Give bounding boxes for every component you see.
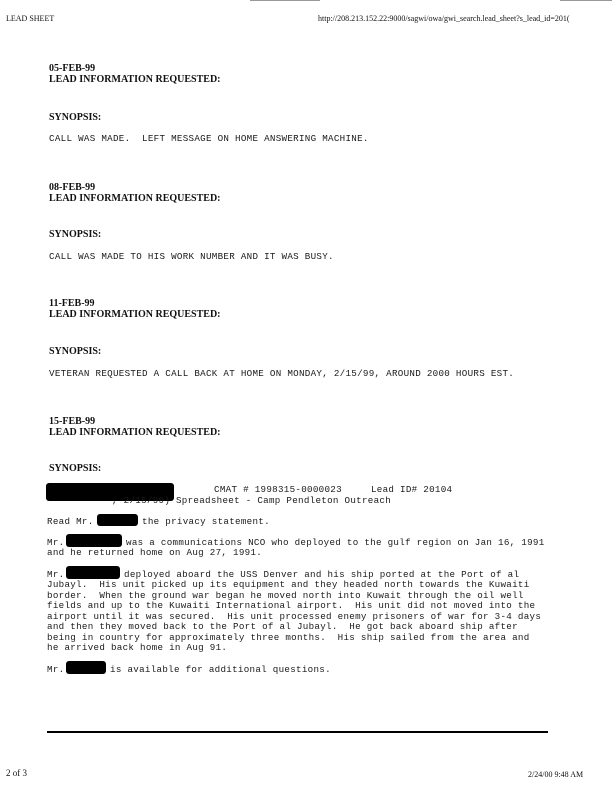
memo-text: and then they moved back to the Port of al Jubayl. He got back aboard ship after	[47, 621, 518, 632]
entry-date: 05-FEB-99	[49, 63, 96, 74]
redaction-bar	[66, 661, 106, 674]
memo-text: Mr.	[47, 569, 65, 580]
synopsis-text: CALL WAS MADE. LEFT MESSAGE ON HOME ANSWERING MACHINE.	[49, 133, 369, 144]
memo-text: is available for additional questions.	[110, 664, 331, 675]
section-divider	[47, 731, 548, 733]
memo-text: deployed aboard the USS Denver and his ship ported at the Port of al	[124, 569, 520, 580]
lead-info-label: LEAD INFORMATION REQUESTED:	[49, 193, 221, 204]
memo-text: Mr.	[47, 664, 65, 675]
memo-text: he arrived back home in Aug 91.	[47, 642, 228, 653]
memo-text: Mr.	[47, 537, 65, 548]
memo-text: border. When the ground war began he moved north into Kuwait through the oil well	[47, 590, 524, 601]
lead-info-label: LEAD INFORMATION REQUESTED:	[49, 74, 221, 85]
redaction-bar	[66, 534, 122, 547]
synopsis-label: SYNOPSIS:	[49, 112, 102, 123]
entry-date: 11-FEB-99	[49, 298, 95, 309]
memo-cmat-line: CMAT # 1998315-0000023 Lead ID# 20104	[214, 484, 453, 495]
top-edge-mark	[560, 0, 612, 5]
redaction-bar	[97, 514, 138, 526]
lead-info-label: LEAD INFORMATION REQUESTED:	[49, 309, 221, 320]
synopsis-label: SYNOPSIS:	[49, 229, 102, 240]
memo-text: fields and up to the Kuwaiti International airport. His unit did not moved into the	[47, 600, 536, 611]
memo-text: Read Mr.	[47, 516, 94, 527]
page-header-url: http://208.213.152.22:9000/sagwi/owa/gwi_search.lead_sheet?s_lead_id=201(	[318, 14, 570, 23]
memo-text: Jubayl. His unit picked up its equipment and they headed north towards the Kuwaiti	[47, 579, 530, 590]
memo-text: airport until it was secured. His unit processed enemy prisoners of war for 3-4 days	[47, 611, 542, 622]
memo-text: was a communications NCO who deployed to the gulf region on Jan 16, 1991	[126, 537, 545, 548]
synopsis-label: SYNOPSIS:	[49, 346, 102, 357]
print-timestamp: 2/24/00 9:48 AM	[528, 770, 584, 779]
top-edge-mark	[250, 0, 320, 5]
redaction-bar	[66, 566, 120, 579]
memo-spreadsheet-line: , 2/15/99) Spreadsheet - Camp Pendleton Outreach	[112, 495, 392, 506]
synopsis-label: SYNOPSIS:	[49, 463, 102, 474]
lead-info-label: LEAD INFORMATION REQUESTED:	[49, 427, 221, 438]
page-header-title: LEAD SHEET	[6, 14, 55, 23]
entry-date: 08-FEB-99	[49, 182, 96, 193]
synopsis-text: VETERAN REQUESTED A CALL BACK AT HOME ON MONDAY, 2/15/99, AROUND 2000 HOURS EST.	[49, 368, 515, 379]
entry-date: 15-FEB-99	[49, 416, 96, 427]
memo-text: being in country for approximately three months. His ship sailed from the area and	[47, 632, 530, 643]
synopsis-text: CALL WAS MADE TO HIS WORK NUMBER AND IT WAS BUSY.	[49, 251, 334, 262]
memo-text: and he returned home on Aug 27, 1991.	[47, 547, 263, 558]
page-number: 2 of 3	[6, 768, 27, 778]
memo-text: the privacy statement.	[142, 516, 270, 527]
